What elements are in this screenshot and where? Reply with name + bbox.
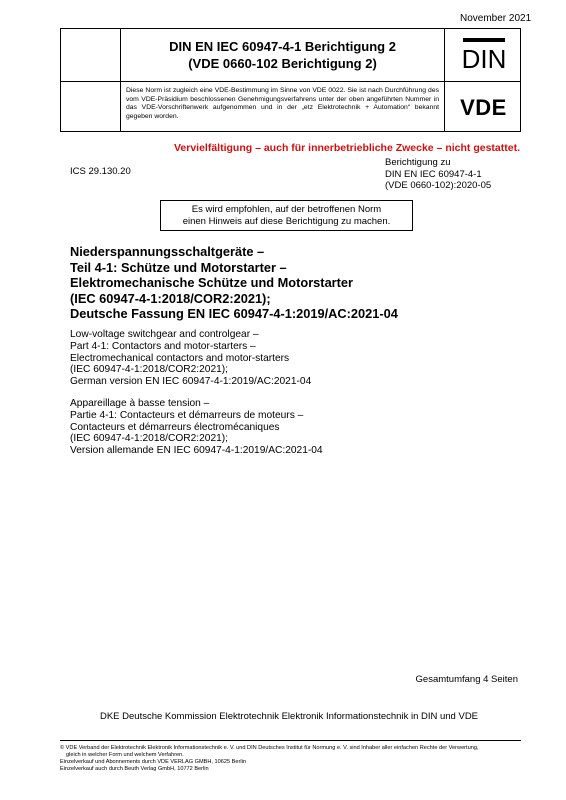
footer-divider bbox=[60, 740, 521, 741]
header-table bbox=[60, 28, 521, 132]
title-english-line: Electromechanical contactors and motor-starters bbox=[70, 352, 290, 364]
title-french bbox=[70, 398, 520, 457]
footer-line: Einzelverkauf und Abonnements durch VDE VERLAG GMBH, 10625 Berlin bbox=[60, 759, 246, 765]
vde-logo-cell bbox=[444, 81, 522, 132]
correction-reference-line: (VDE 0660-102):2020-05 bbox=[385, 180, 492, 191]
recommendation-line: einen Hinweis auf diese Berichtigung zu machen. bbox=[182, 216, 391, 227]
correction-reference-line: DIN EN IEC 60947-4-1 bbox=[385, 168, 482, 180]
footer-line: Einzelverkauf auch durch Beuth Verlag GmbH, 10772 Berlin bbox=[60, 766, 209, 772]
footer-line: © VDE Verband der Elektrotechnik Elektronik Informationstechnik e. V. und DIN Deutsches Institut für Normung e. V. sind Inhaber aller einfachen Rechte der Verwertung, bbox=[60, 745, 479, 751]
vde-notice-text: Diese Norm ist zugleich eine VDE-Bestimmung im Sinne von VDE 0022. Sie ist nach Durchführung des vom VDE-Präsidium beschlossenen Genehmigungsverfahrens unter der oben angeführten Nummer in das VDE-Vorschriftenwerk aufgenommen und in der „etz Elektrotechnik + Automation“ bekannt gegeben worden. bbox=[126, 87, 439, 120]
title-english-line: (IEC 60947-4-1:2018/COR2:2021); bbox=[70, 364, 228, 376]
reproduction-notice: Vervielfältigung – auch für innerbetriebliche Zwecke – nicht gestattet. bbox=[173, 142, 520, 154]
vde-logo: VDE bbox=[460, 95, 507, 120]
footer-line: gleich in welcher Form und welchem Verfahren. bbox=[66, 752, 184, 758]
title-german bbox=[70, 244, 520, 322]
ics-code: ICS 29.130.20 bbox=[70, 166, 131, 177]
total-pages: Gesamtumfang 4 Seiten bbox=[415, 674, 518, 685]
title-french-line: (IEC 60947-4-1:2018/COR2:2021); bbox=[70, 433, 228, 445]
document-title bbox=[121, 38, 444, 72]
title-german-line: (IEC 60947-4-1:2018/COR2:2021); bbox=[70, 290, 271, 306]
correction-reference bbox=[385, 157, 491, 192]
din-logo-text: DIN bbox=[462, 44, 506, 73]
title-english-line: Low-voltage switchgear and controlgear – bbox=[70, 329, 259, 340]
footer-copyright bbox=[60, 745, 521, 773]
din-logo-cell bbox=[444, 29, 522, 81]
correction-reference-line: Berichtigung zu bbox=[385, 157, 451, 168]
header-empty-cell bbox=[61, 29, 121, 81]
title-english-line: Part 4-1: Contactors and motor-starters – bbox=[70, 340, 256, 352]
header-empty-cell bbox=[61, 81, 121, 132]
document-title-line1: DIN EN IEC 60947-4-1 Berichtigung 2 bbox=[169, 39, 396, 54]
title-german-line: Elektromechanische Schütze und Motorstarter bbox=[70, 275, 354, 290]
document-title-line2: (VDE 0660-102 Berichtigung 2) bbox=[188, 56, 377, 71]
title-french-line: Appareillage à basse tension – bbox=[70, 398, 210, 409]
title-german-line: Niederspannungsschaltgeräte – bbox=[70, 244, 265, 259]
recommendation-box bbox=[160, 200, 413, 231]
recommendation-line: Es wird empfohlen, auf der betroffenen Norm bbox=[191, 204, 382, 215]
header-row-notice bbox=[61, 81, 520, 133]
din-logo bbox=[462, 37, 506, 73]
title-german-line: Deutsche Fassung EN IEC 60947-4-1:2019/AC:2021-04 bbox=[70, 306, 398, 321]
title-french-line: Version allemande EN IEC 60947-4-1:2019/AC:2021-04 bbox=[70, 445, 323, 457]
title-english-line: German version EN IEC 60947-4-1:2019/AC:2021-04 bbox=[70, 376, 312, 388]
publication-date: November 2021 bbox=[460, 13, 532, 24]
committee-name: DKE Deutsche Kommission Elektrotechnik Elektronik Informationstechnik in DIN und VDE bbox=[99, 711, 479, 722]
title-german-line: Teil 4-1: Schütze und Motorstarter – bbox=[70, 259, 287, 275]
header-row-title bbox=[61, 29, 520, 82]
title-french-line: Contacteurs et démarreurs électromécaniques bbox=[70, 421, 280, 433]
title-english bbox=[70, 329, 520, 388]
title-french-line: Partie 4-1: Contacteurs et démarreurs de moteurs – bbox=[70, 409, 304, 421]
